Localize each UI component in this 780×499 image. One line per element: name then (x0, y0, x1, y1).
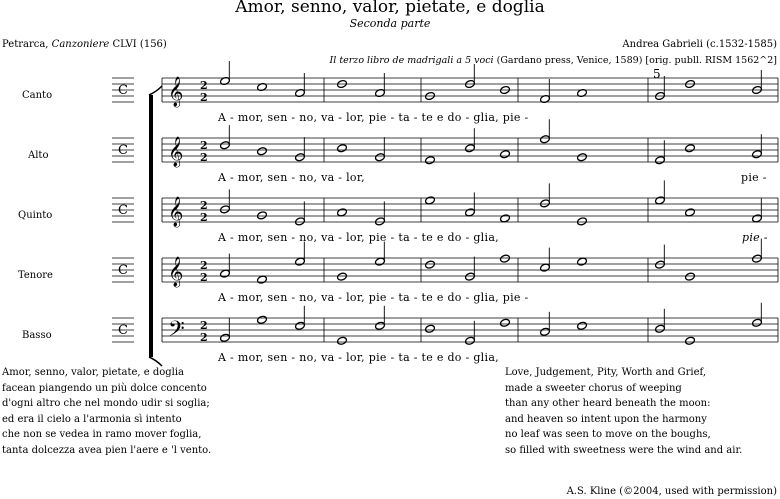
poem-english (505, 365, 742, 458)
note-head (685, 144, 696, 153)
note-head (577, 217, 588, 226)
note-head (257, 315, 268, 324)
note-head (685, 336, 696, 345)
incipit-time-icon: C (118, 83, 128, 98)
voice-name-tenore: Tenore (18, 270, 53, 281)
voice-name-basso: Basso (22, 330, 52, 341)
lyrics-quinto: A - mor, sen - no, va - lor, pie - ta - te e do - glia, (218, 231, 499, 244)
poem-line: che non se vedea in ramo mover foglia, (2, 429, 202, 440)
incipit-time-icon: C (118, 143, 128, 158)
note-head (425, 260, 436, 269)
note-head (337, 272, 348, 281)
note-head (752, 254, 763, 263)
poem-line: and heaven so intent upon the harmony (505, 413, 707, 425)
poem-line: Love, Judgement, Pity, Worth and Grief, (505, 367, 707, 378)
note-head (425, 156, 436, 165)
note-head (375, 217, 386, 226)
note-head (257, 147, 268, 156)
time-signature-icon: 2 (200, 199, 208, 212)
lyrics-alto: A - mor, sen - no, va - lor, (218, 171, 365, 184)
page-title: Amor, senno, valor, pietate, e doglia (235, 0, 545, 17)
note-head (685, 272, 696, 281)
system-bracket (149, 86, 162, 366)
note-head (752, 318, 763, 327)
note-head (220, 141, 231, 150)
note-head (655, 156, 666, 165)
voice-name-quinto: Quinto (18, 210, 53, 221)
note-head (375, 153, 386, 162)
incipit-staves (112, 78, 134, 342)
poem-line: d'ogni altro che nel mondo udir si soglia; (2, 398, 210, 409)
note-head (540, 199, 551, 208)
time-signature-icon: 2 (200, 331, 208, 344)
note-head (465, 336, 476, 345)
note-head (500, 254, 511, 263)
time-signature-icon: 2 (200, 271, 208, 284)
time-signature-icon: 2 (200, 91, 208, 104)
lyrics-tenore: A - mor, sen - no, va - lor, pie - ta - te e do - glia, pie - (218, 291, 529, 304)
note-head (375, 321, 386, 330)
bass-clef-icon: 𝄢 (168, 317, 185, 347)
poem-line: facean piangendo un più dolce concento (2, 382, 207, 394)
treble-clef-icon: 𝄞 (168, 137, 184, 167)
composer: Andrea Gabrieli (c.1532-1585) (622, 39, 777, 50)
treble-clef-icon: 𝄞 (168, 197, 184, 227)
poem-line: than any other heard beneath the moon: (505, 398, 711, 409)
lyrics-quinto-end: pie - (742, 231, 768, 244)
treble-clef-icon: 𝄞 (168, 77, 184, 107)
note-head (425, 324, 436, 333)
time-signature-icon: 2 (200, 139, 208, 152)
voice-name-canto: Canto (22, 90, 53, 101)
treble-clef-icon: 𝄞 (168, 257, 184, 287)
poem-line: so filled with sweetness were the wind and air. (505, 444, 743, 456)
poem-italian (2, 365, 211, 458)
note-head (500, 318, 511, 327)
note-head (257, 211, 268, 220)
incipit-time-icon: C (118, 263, 128, 278)
note-head (220, 333, 231, 342)
note-head (465, 272, 476, 281)
time-signature-icon: 2 (200, 319, 208, 332)
measure-number: 5 (653, 67, 661, 81)
note-head (465, 144, 476, 153)
note-head (577, 321, 588, 330)
poet-attribution: Petrarca, Canzoniere CLVI (156) (2, 39, 167, 50)
poem-line: tanta dolcezza avea pien l'aere e 'l vento. (2, 444, 212, 456)
subtitle: Seconda parte (349, 17, 431, 30)
note-head (655, 324, 666, 333)
note-head (295, 217, 306, 226)
time-signature-icon: 2 (200, 211, 208, 224)
lyrics-canto: A - mor, sen - no, va - lor, pie - ta - te e do - glia, pie - (218, 111, 529, 124)
note-head (337, 336, 348, 345)
time-signature-icon: 2 (200, 79, 208, 92)
note-head (752, 150, 763, 159)
lyrics-alto-end: pie - (741, 171, 767, 184)
note-head (540, 135, 551, 144)
poem-line: Amor, senno, valor, pietate, e doglia (2, 367, 185, 378)
source-citation: Il terzo libro de madrigali a 5 voci (Gardano press, Venice, 1589) [orig. publl. RISM 1562^2] (329, 55, 777, 66)
lyrics-basso: A - mor, sen - no, va - lor, pie - ta - te e do - glia, (218, 351, 499, 364)
translation-credit: A.S. Kline (©2004, used with permission) (566, 486, 777, 497)
incipit-time-icon: C (118, 203, 128, 218)
note-head (655, 260, 666, 269)
poem-line: made a sweeter chorus of weeping (505, 382, 682, 394)
voice-name-alto: Alto (28, 150, 49, 161)
note-head (540, 327, 551, 336)
incipit-time-icon: C (118, 323, 128, 338)
poem-line: no leaf was seen to move on the boughs, (505, 429, 711, 440)
time-signature-icon: 2 (200, 151, 208, 164)
note-head (220, 205, 231, 214)
note-head (337, 144, 348, 153)
poem-line: ed era il cielo a l'armonia sì intento (2, 413, 182, 425)
time-signature-icon: 2 (200, 259, 208, 272)
note-head (295, 153, 306, 162)
note-head (577, 153, 588, 162)
note-head (295, 321, 306, 330)
note-head (500, 150, 511, 159)
